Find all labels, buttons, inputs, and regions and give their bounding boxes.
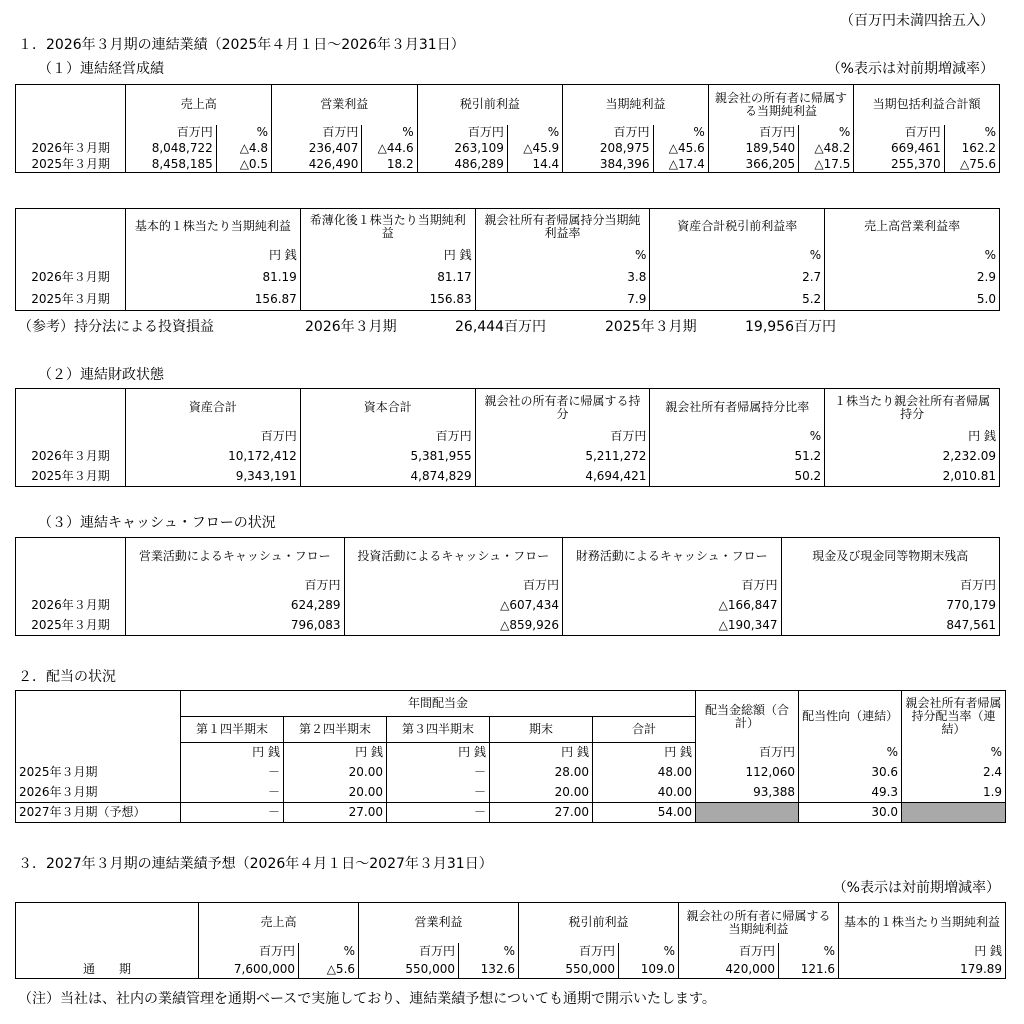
- cell: 179.89: [839, 961, 1006, 979]
- row-label: 2025年３月期: [16, 289, 126, 311]
- cell: 48.00: [593, 763, 696, 783]
- unit-label: 円 銭: [284, 743, 387, 763]
- cell: 255,370: [854, 157, 944, 173]
- col-header: １株当たり親会社所有者帰属持分: [825, 389, 1000, 427]
- row-label: 2027年３月期（予想）: [16, 803, 181, 823]
- cell: △166,847: [563, 596, 782, 616]
- pct-note: （%表示は対前期増減率）: [826, 61, 994, 77]
- cell: △4.8: [216, 141, 271, 157]
- section-3-title: ３．2027年３月期の連結業績予想（2026年４月１日～2027年３月31日）: [18, 856, 493, 872]
- unit-note: （百万円未満四捨五入）: [840, 13, 994, 29]
- cell: 236,407: [272, 141, 362, 157]
- unit-label: 円 銭: [839, 943, 1006, 961]
- col-header: 親会社の所有者に帰属する当期純利益: [679, 903, 839, 943]
- col-header: 現金及び現金同等物期末残高: [781, 538, 1000, 576]
- cell: 7,600,000: [199, 961, 299, 979]
- cell: 112,060: [696, 763, 799, 783]
- unit-label: 百万円: [344, 576, 563, 596]
- cell: 20.00: [284, 763, 387, 783]
- cell: 384,396: [563, 157, 653, 173]
- annual-dividend-header: 年間配当金: [181, 691, 696, 717]
- col-header: 売上高: [126, 85, 272, 125]
- cell: 847,561: [781, 616, 1000, 636]
- sub-header: 第３四半期末: [387, 717, 490, 743]
- cell: 40.00: [593, 783, 696, 803]
- unit-label: 円 銭: [387, 743, 490, 763]
- equity-method-period-2: 2025年３月期: [605, 319, 697, 335]
- unit-label: %: [825, 245, 1000, 267]
- cell: 9,343,191: [126, 467, 301, 487]
- cell: 7.9: [475, 289, 650, 311]
- col-header: 投資活動によるキャッシュ・フロー: [344, 538, 563, 576]
- col-header: 営業活動によるキャッシュ・フロー: [126, 538, 345, 576]
- unit-label: 百万円: [126, 427, 301, 447]
- cell: △75.6: [944, 157, 999, 173]
- cell: 4,694,421: [475, 467, 650, 487]
- cell: 93,388: [696, 783, 799, 803]
- section-1-2-title: （２）連結財政状態: [38, 367, 164, 383]
- cell: 28.00: [490, 763, 593, 783]
- cell: △48.2: [799, 141, 854, 157]
- row-label: 2025年３月期: [16, 467, 126, 487]
- col-header: 営業利益: [359, 903, 519, 943]
- cell: 156.87: [126, 289, 301, 311]
- unit-label: 百万円: [519, 943, 619, 961]
- row-label: 2025年３月期: [16, 157, 126, 173]
- cell: －: [387, 783, 490, 803]
- cell: △17.5: [799, 157, 854, 173]
- col-header: 税引前利益: [417, 85, 563, 125]
- section-2-title: ２．配当の状況: [18, 669, 116, 685]
- cell: 208,975: [563, 141, 653, 157]
- cell: 20.00: [284, 783, 387, 803]
- cell: 2.4: [902, 763, 1006, 783]
- unit-label: %: [362, 125, 417, 141]
- cell: △859,926: [344, 616, 563, 636]
- unit-label: %: [650, 245, 825, 267]
- cell: 426,490: [272, 157, 362, 173]
- shaded-cell: [902, 803, 1006, 823]
- unit-label: 百万円: [359, 943, 459, 961]
- col-header: 配当金総額（合計）: [696, 691, 799, 743]
- unit-label: %: [779, 943, 839, 961]
- cell: 669,461: [854, 141, 944, 157]
- cell: 49.3: [799, 783, 902, 803]
- section-1-3-title: （３）連結キャッシュ・フローの状況: [38, 515, 276, 531]
- col-header: 財務活動によるキャッシュ・フロー: [563, 538, 782, 576]
- unit-label: 百万円: [126, 576, 345, 596]
- col-header: 当期純利益: [563, 85, 709, 125]
- col-header: 売上高営業利益率: [825, 209, 1000, 245]
- unit-label: 百万円: [417, 125, 507, 141]
- table-row: [16, 961, 1006, 979]
- unit-label: %: [799, 743, 902, 763]
- cell: 8,458,185: [126, 157, 216, 173]
- row-label: 通 期: [16, 961, 199, 979]
- col-header: 資産合計税引前利益率: [650, 209, 825, 245]
- cell: 109.0: [619, 961, 679, 979]
- unit-label: 百万円: [300, 427, 475, 447]
- cell: 121.6: [779, 961, 839, 979]
- cell: －: [181, 763, 284, 783]
- cell: 624,289: [126, 596, 345, 616]
- row-label: 2026年３月期: [16, 447, 126, 467]
- cell: 2,010.81: [825, 467, 1000, 487]
- unit-label: %: [650, 427, 825, 447]
- unit-label: 百万円: [563, 576, 782, 596]
- cell: 189,540: [708, 141, 798, 157]
- financial-position-table: [15, 388, 1000, 487]
- col-header: 基本的１株当たり当期純利益: [126, 209, 301, 245]
- row-label: 2025年３月期: [16, 763, 181, 783]
- unit-label: %: [216, 125, 271, 141]
- col-header: 売上高: [199, 903, 359, 943]
- row-label: 2026年３月期: [16, 783, 181, 803]
- cell: 5,211,272: [475, 447, 650, 467]
- unit-label: 百万円: [854, 125, 944, 141]
- cell: 81.19: [126, 267, 301, 289]
- unit-label: 百万円: [272, 125, 362, 141]
- unit-label: 円 銭: [300, 245, 475, 267]
- unit-label: %: [475, 245, 650, 267]
- col-header: 当期包括利益合計額: [854, 85, 1000, 125]
- cell: 796,083: [126, 616, 345, 636]
- cell: 30.6: [799, 763, 902, 783]
- cell: 30.0: [799, 803, 902, 823]
- equity-method-label: （参考）持分法による投資損益: [18, 319, 214, 335]
- cell: 20.00: [490, 783, 593, 803]
- col-header: 親会社所有者帰属持分比率: [650, 389, 825, 427]
- col-header: 希薄化後１株当たり当期純利益: [300, 209, 475, 245]
- table-row: [16, 616, 1000, 636]
- cell: 2.7: [650, 267, 825, 289]
- table-row: [16, 141, 1000, 157]
- cell: 5.2: [650, 289, 825, 311]
- cell: －: [387, 763, 490, 783]
- table-row: [16, 783, 1006, 803]
- cell: 132.6: [459, 961, 519, 979]
- unit-label: 百万円: [696, 743, 799, 763]
- sub-header: 第２四半期末: [284, 717, 387, 743]
- cash-flow-table: [15, 537, 1000, 636]
- cell: 50.2: [650, 467, 825, 487]
- unit-label: %: [902, 743, 1006, 763]
- cell: 81.17: [300, 267, 475, 289]
- unit-label: %: [459, 943, 519, 961]
- cell: △45.6: [653, 141, 708, 157]
- row-label: 2026年３月期: [16, 141, 126, 157]
- unit-label: 円 銭: [490, 743, 593, 763]
- dividends-table: [15, 690, 1006, 823]
- equity-method-value-2: 19,956百万円: [745, 319, 836, 335]
- operating-results-table: [15, 84, 1000, 173]
- unit-label: 円 銭: [126, 245, 301, 267]
- cell: △190,347: [563, 616, 782, 636]
- shaded-cell: [696, 803, 799, 823]
- table-row: [16, 289, 1000, 311]
- table-row: [16, 157, 1000, 173]
- cell: △17.4: [653, 157, 708, 173]
- col-header: 親会社所有者帰属持分配当率（連結）: [902, 691, 1006, 743]
- row-label: 2025年３月期: [16, 616, 126, 636]
- unit-label: 百万円: [781, 576, 1000, 596]
- table-row-forecast: [16, 803, 1006, 823]
- cell: 156.83: [300, 289, 475, 311]
- sub-header: 期末: [490, 717, 593, 743]
- col-header: 配当性向（連結）: [799, 691, 902, 743]
- cell: 162.2: [944, 141, 999, 157]
- unit-label: %: [507, 125, 562, 141]
- cell: 5.0: [825, 289, 1000, 311]
- unit-label: 百万円: [708, 125, 798, 141]
- cell: －: [181, 803, 284, 823]
- cell: 8,048,722: [126, 141, 216, 157]
- unit-label: 百万円: [475, 427, 650, 447]
- cell: 263,109: [417, 141, 507, 157]
- section-3-pct-note: （%表示は対前期増減率）: [832, 880, 1000, 896]
- cell: 770,179: [781, 596, 1000, 616]
- cell: 14.4: [507, 157, 562, 173]
- table-row: [16, 267, 1000, 289]
- col-header: 親会社所有者帰属持分当期純利益率: [475, 209, 650, 245]
- col-header: 基本的１株当たり当期純利益: [839, 903, 1006, 943]
- cell: 2,232.09: [825, 447, 1000, 467]
- cell: 2.9: [825, 267, 1000, 289]
- cell: 1.9: [902, 783, 1006, 803]
- unit-label: %: [619, 943, 679, 961]
- cell: 3.8: [475, 267, 650, 289]
- cell: 550,000: [519, 961, 619, 979]
- unit-label: %: [653, 125, 708, 141]
- cell: －: [387, 803, 490, 823]
- table-row: [16, 467, 1000, 487]
- cell: 10,172,412: [126, 447, 301, 467]
- col-header: 親会社の所有者に帰属する持分: [475, 389, 650, 427]
- footnote: （注）当社は、社内の業績管理を通期ベースで実施しており、連結業績予想についても通期で開示いたします。: [18, 991, 716, 1007]
- cell: △0.5: [216, 157, 271, 173]
- cell: 550,000: [359, 961, 459, 979]
- section-1-title: １．2026年３月期の連結業績（2025年４月１日～2026年３月31日）: [18, 37, 465, 53]
- cell: 420,000: [679, 961, 779, 979]
- col-header: 親会社の所有者に帰属する当期純利益: [708, 85, 854, 125]
- cell: 18.2: [362, 157, 417, 173]
- cell: －: [181, 783, 284, 803]
- equity-method-value-1: 26,444百万円: [455, 319, 546, 335]
- table-row: [16, 596, 1000, 616]
- row-label: 2026年３月期: [16, 267, 126, 289]
- unit-label: 百万円: [563, 125, 653, 141]
- unit-label: %: [944, 125, 999, 141]
- unit-label: %: [799, 125, 854, 141]
- cell: 5,381,955: [300, 447, 475, 467]
- col-header: 資本合計: [300, 389, 475, 427]
- cell: △5.6: [299, 961, 359, 979]
- section-1-1-title: （１）連結経営成績: [38, 61, 164, 77]
- unit-label: 百万円: [126, 125, 216, 141]
- cell: 54.00: [593, 803, 696, 823]
- cell: △607,434: [344, 596, 563, 616]
- sub-header: 合計: [593, 717, 696, 743]
- unit-label: 百万円: [679, 943, 779, 961]
- equity-method-period-1: 2026年３月期: [305, 319, 397, 335]
- unit-label: 円 銭: [825, 427, 1000, 447]
- forecast-table: [15, 902, 1006, 979]
- unit-label: 円 銭: [593, 743, 696, 763]
- sub-header: 第１四半期末: [181, 717, 284, 743]
- cell: 486,289: [417, 157, 507, 173]
- col-header: 資産合計: [126, 389, 301, 427]
- table-row: [16, 447, 1000, 467]
- cell: 27.00: [490, 803, 593, 823]
- unit-label: %: [299, 943, 359, 961]
- cell: 4,874,829: [300, 467, 475, 487]
- table-row: [16, 763, 1006, 783]
- col-header: 税引前利益: [519, 903, 679, 943]
- unit-label: 百万円: [199, 943, 299, 961]
- unit-label: 円 銭: [181, 743, 284, 763]
- row-label: 2026年３月期: [16, 596, 126, 616]
- corner-cell: [16, 85, 126, 125]
- cell: 366,205: [708, 157, 798, 173]
- cell: △44.6: [362, 141, 417, 157]
- per-share-ratio-table: [15, 208, 1000, 311]
- cell: 27.00: [284, 803, 387, 823]
- cell: △45.9: [507, 141, 562, 157]
- cell: 51.2: [650, 447, 825, 467]
- col-header: 営業利益: [272, 85, 418, 125]
